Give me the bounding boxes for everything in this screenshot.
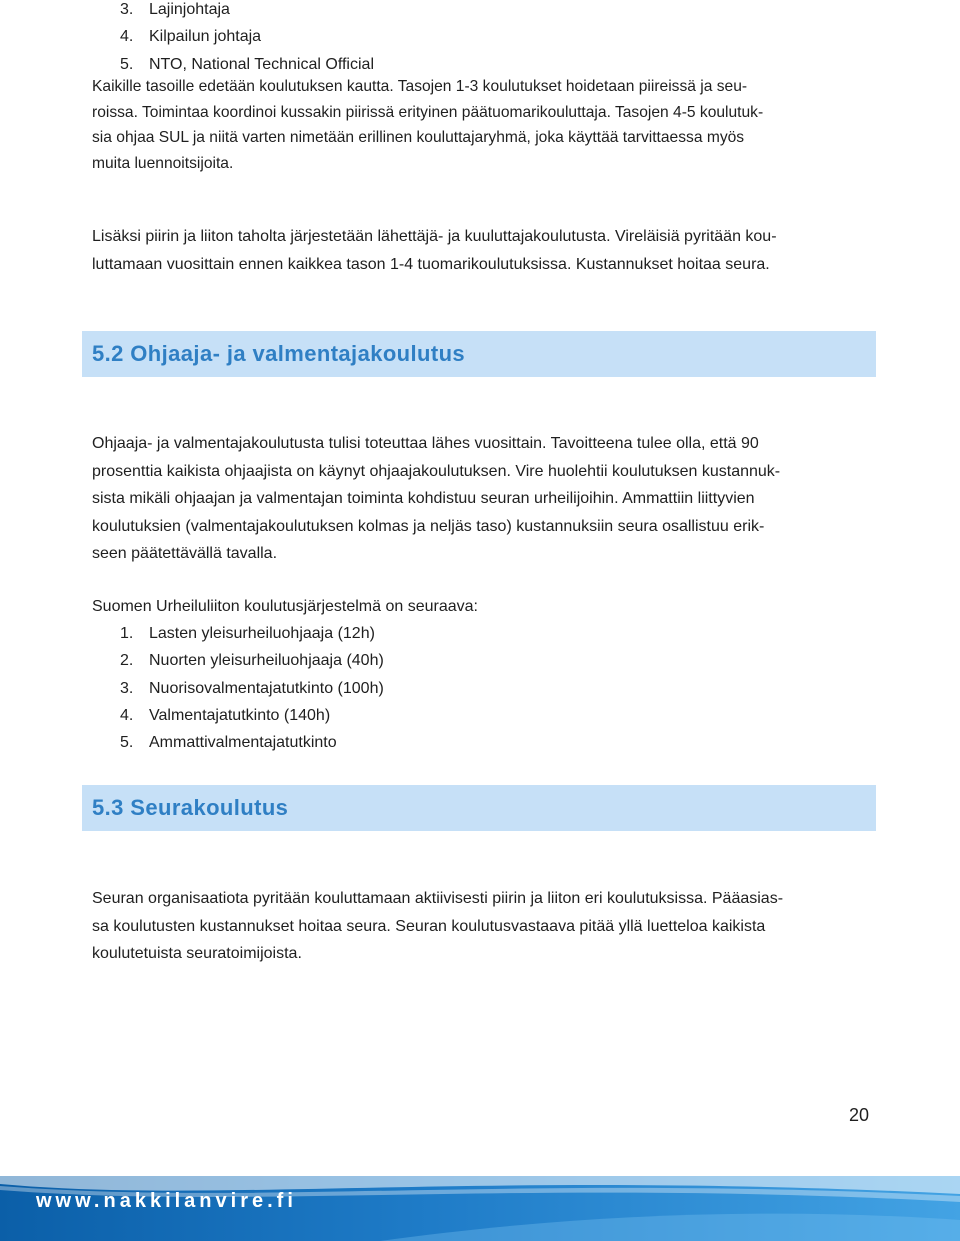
list-item: 1. Lasten yleisurheiluohjaaja (12h) [120,625,375,642]
text-line: luttamaan vuosittain ennen kaikkea tason 1-4 tuomarikoulutuksissa. Kustannukset hoitaa seura. [92,255,770,273]
page-number: 20 [848,1105,869,1125]
text-line: sia ohjaa SUL ja niitä varten nimetään erillinen kouluttajaryhmä, joka käyttää tarvittaessa myös [92,129,745,146]
text-line: Suomen Urheiluliiton koulutusjärjestelmä on seuraava: [92,598,478,615]
text-line: seen päätettävällä tavalla. [92,545,278,562]
text-line: Ohjaaja- ja valmentajakoulutusta tulisi toteuttaa lähes vuosittain. Tavoitteena tulee olla, että 90 [92,435,759,452]
text-line: koulutuksien (valmentajakoulutuksen kolmas ja neljäs taso) kustannuksiin seura osallistuu erik- [92,517,765,535]
section-heading-text: 5.2 Ohjaaja- ja valmentajakoulutus [92,341,466,366]
paragraph-coach-training [92,430,882,568]
paragraph-club-training [92,885,882,968]
text-line: koulutetuista seuratoimijoista. [92,945,302,962]
text-line: sa koulutusten kustannukset hoitaa seura. Seuran koulutusvastaava pitää yllä luetteloa kaikista [92,917,766,935]
list-item: 3. Nuorisovalmentajatutkinto (100h) [120,679,384,697]
text-line: Lisäksi piirin ja liiton taholta järjestetään lähettäjä- ja kuuluttajakoulutusta. Vireläisiä pyritään kou- [92,228,777,245]
list-item: 4. Valmentajatutkinto (140h) [120,706,331,724]
paragraph-sul-system-intro [92,593,882,621]
text-line: Seuran organisaatiota pyritään kouluttamaan aktiivisesti piirin ja liiton eri koulutuksissa. Pääasias- [92,890,784,907]
footer-band [0,1176,960,1241]
list-item: 3. Lajinjohtaja [120,1,230,18]
list-item: 5. Ammattivalmentajatutkinto [120,734,337,752]
list-item: 4. Kilpailun johtaja [120,28,262,46]
paragraph-training-levels [92,74,882,176]
text-line: roissa. Toimintaa koordinoi kussakin piirissä erityinen päätuomarikouluttaja. Tasojen 4-5 koulutuk- [92,103,764,121]
section-heading-5-2 [82,331,876,377]
text-line: sista mikäli ohjaajan ja valmentajan toiminta kohdistuu seuran urheilijoihin. Ammattiin liittyvien [92,490,755,507]
section-heading-5-3 [82,785,876,831]
list-item: 5. NTO, National Technical Official [120,55,374,73]
text-line: Kaikille tasoille edetään koulutuksen kautta. Tasojen 1-3 koulutukset hoidetaan piireissä ja seu- [92,78,748,95]
official-levels-list [120,0,374,78]
section-heading-text: 5.3 Seurakoulutus [92,795,289,820]
website-url: www.nakkilanvire.fi [36,1190,297,1212]
list-item: 2. Nuorten yleisurheiluohjaaja (40h) [120,652,384,670]
sul-training-list [120,620,384,756]
paragraph-announcer-training [92,223,882,278]
text-line: prosenttia kaikista ohjaajista on käynyt ohjaajakoulutuksen. Vire huolehtii koulutuksen kustannuk- [92,462,781,480]
text-line: muita luennoitsijoita. [92,154,234,172]
